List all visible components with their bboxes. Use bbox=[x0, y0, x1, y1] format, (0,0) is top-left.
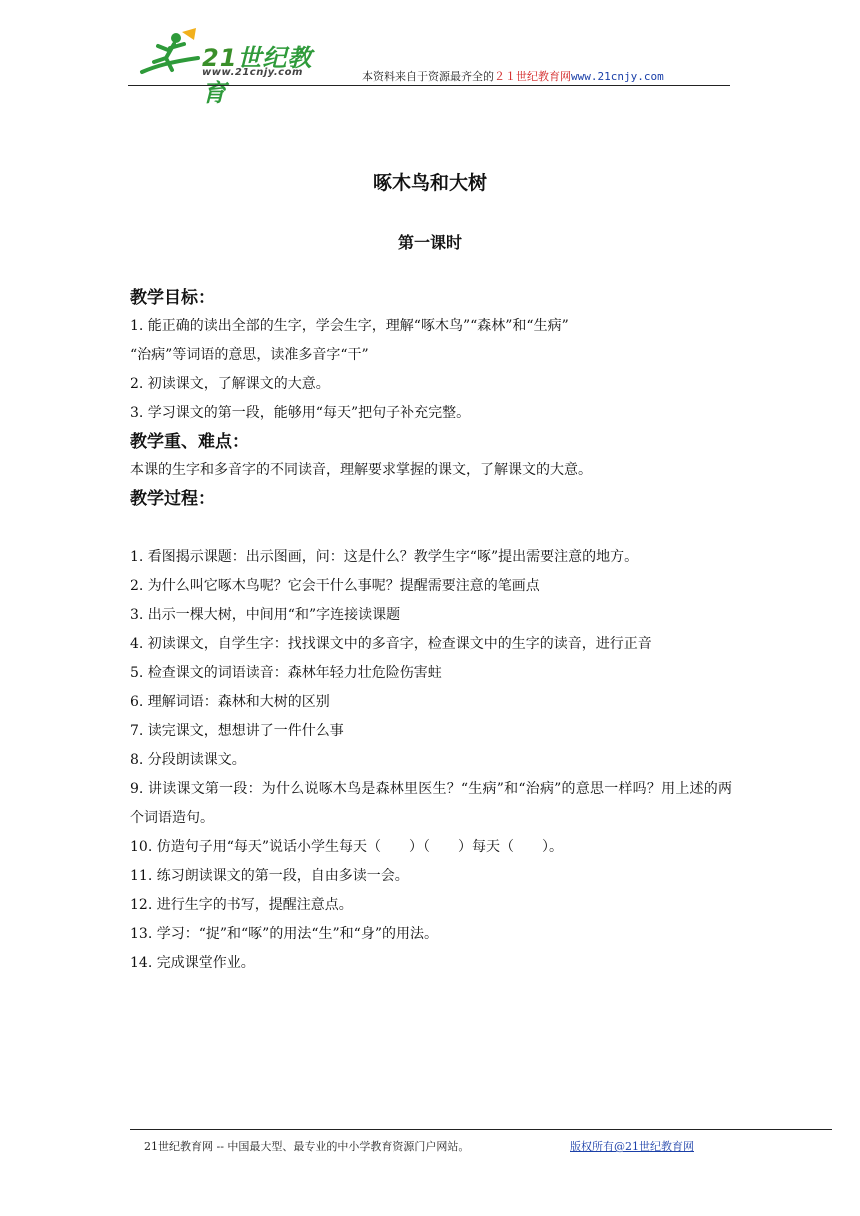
logo-wordmark: 21世纪教育 bbox=[202, 44, 313, 107]
footer-divider bbox=[130, 1129, 832, 1130]
logo-url: www.21cnjy.com bbox=[202, 67, 303, 78]
process-step: 6. 理解词语：森林和大树的区别 bbox=[130, 694, 330, 710]
objective-line: “治病”等词语的意思，读准多音字“干” bbox=[130, 347, 369, 363]
header-note bbox=[362, 68, 664, 84]
document-title: 啄木鸟和大树 bbox=[372, 172, 487, 194]
process-step: 12. 进行生字的书写，提醒注意点。 bbox=[130, 897, 353, 913]
objective-line: 2. 初读课文，了解课文的大意。 bbox=[130, 376, 330, 392]
header-site-url[interactable]: www.21cnjy.com bbox=[571, 70, 664, 83]
process-step: 2. 为什么叫它啄木鸟呢？它会干什么事呢？提醒需要注意的笔画点 bbox=[130, 578, 540, 594]
process-step: 14. 完成课堂作业。 bbox=[130, 955, 255, 971]
document-body bbox=[130, 284, 732, 978]
process-step: 9. 讲读课文第一段：为什么说啄木鸟是森林里医生？“生病”和“治病”的意思一样吗？用上述的两个词语造句。 bbox=[130, 781, 732, 826]
header-site-name[interactable]: ２１世纪教育网 bbox=[494, 70, 571, 83]
process-step: 13. 学习：“捉”和“啄”的用法“生”和“身”的用法。 bbox=[130, 926, 438, 942]
page-header bbox=[128, 28, 730, 107]
footer-tagline: 21世纪教育网 -- 中国最大型、最专业的中小学教育资源门户网站。 bbox=[144, 1140, 470, 1153]
objectives-heading: 教学目标： bbox=[130, 288, 215, 308]
process-step: 5. 检查课文的词语读音：森林年轻力壮危险伤害蛀 bbox=[130, 665, 442, 681]
objective-line: 3. 学习课文的第一段，能够用“每天”把句子补充完整。 bbox=[130, 405, 471, 421]
header-note-text: 本资料来自于资源最齐全的 bbox=[362, 70, 494, 83]
site-logo[interactable] bbox=[136, 28, 336, 107]
process-step: 8. 分段朗读课文。 bbox=[130, 752, 246, 768]
process-step: 7. 读完课文，想想讲了一件什么事 bbox=[130, 723, 344, 739]
key-points-text: 本课的生字和多音字的不同读音，理解要求掌握的课文，了解课文的大意。 bbox=[130, 462, 592, 478]
process-step: 10. 仿造句子用“每天”说话小学生每天（ ）（ ）每天（ ）。 bbox=[130, 839, 564, 855]
process-step: 4. 初读课文，自学生字：找找课文中的多音字，检查课文中的生字的读音，进行正音 bbox=[130, 636, 652, 652]
process-step: 3. 出示一棵大树，中间用“和”字连接读课题 bbox=[130, 607, 401, 623]
lesson-period: 第一课时 bbox=[397, 233, 462, 252]
objective-line: 1. 能正确的读出全部的生字，学会生字，理解“啄木鸟”“森林”和“生病” bbox=[130, 318, 569, 334]
key-points-heading: 教学重、难点： bbox=[130, 432, 249, 452]
process-step: 11. 练习朗读课文的第一段，自由多读一会。 bbox=[130, 868, 409, 884]
process-steps bbox=[130, 543, 732, 978]
footer-copyright-link[interactable]: 版权所有@21世纪教育网 bbox=[570, 1140, 694, 1153]
process-heading: 教学过程： bbox=[130, 489, 215, 509]
process-step: 1. 看图揭示课题：出示图画，问：这是什么？教学生字“啄”提出需要注意的地方。 bbox=[130, 549, 639, 565]
runner-icon bbox=[136, 28, 206, 84]
header-divider bbox=[128, 85, 730, 86]
